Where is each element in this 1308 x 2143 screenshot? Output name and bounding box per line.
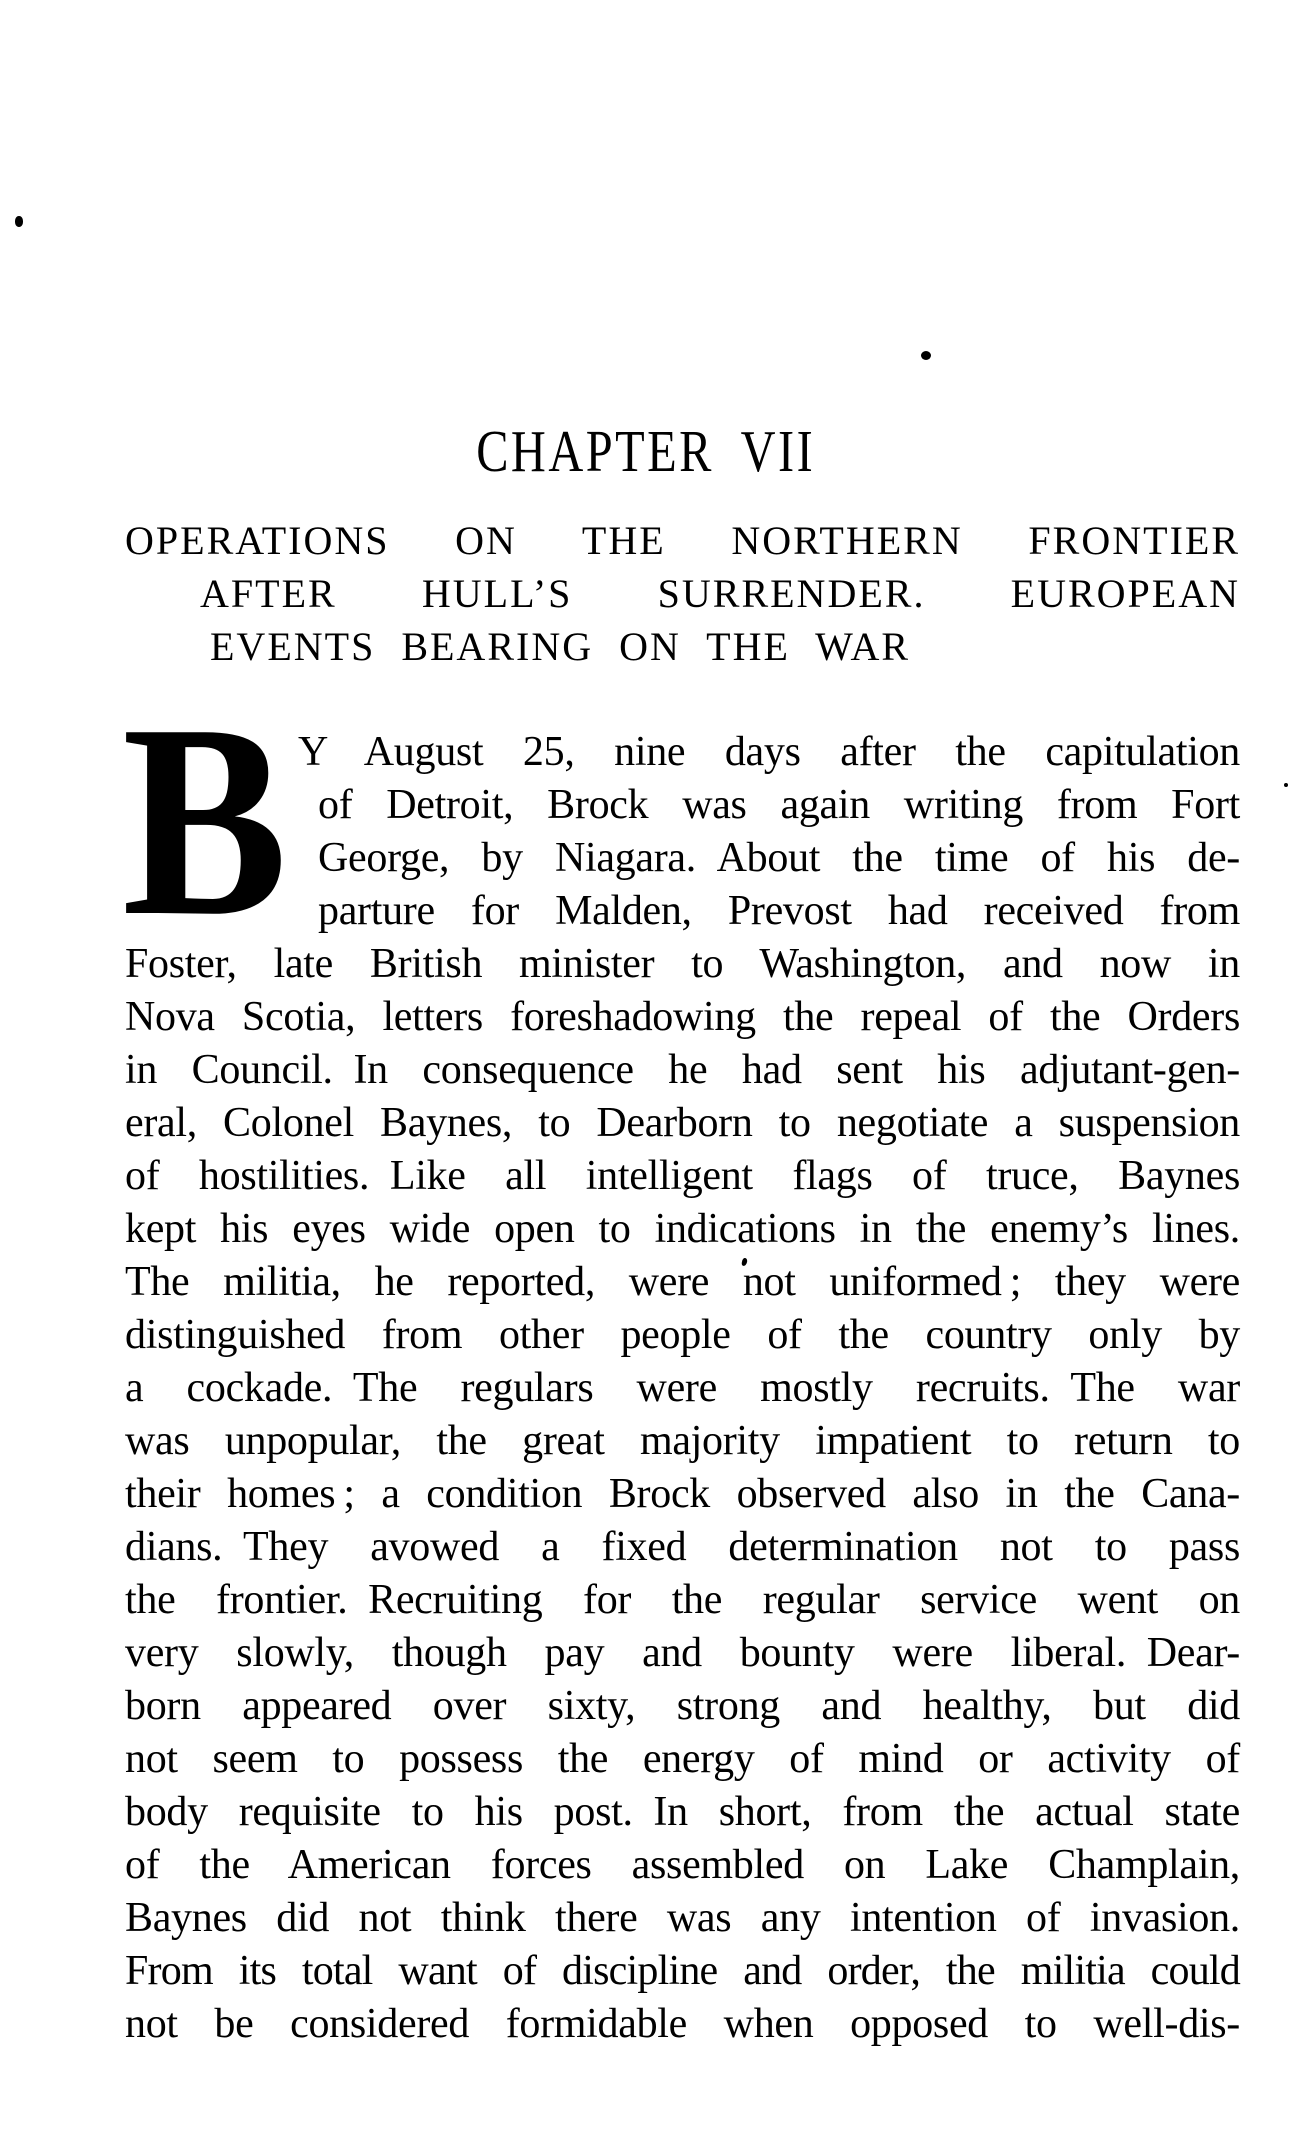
- chapter-heading: [125, 418, 1240, 484]
- body-line: Foster, late British minister to Washington, and now in: [125, 941, 1240, 987]
- body-line: Baynes did not think there was any intention of invasion.: [125, 1895, 1240, 1941]
- subtitle-line: AFTER HULL’S SURRENDER. EUROPEAN: [200, 571, 1240, 616]
- body-line: eral, Colonel Baynes, to Dearborn to negotiate a suspension: [125, 1100, 1240, 1146]
- body-line: very slowly, though pay and bounty were liberal. Dear-: [125, 1630, 1240, 1676]
- body-line: not be considered formidable when opposed to well-dis-: [125, 2001, 1240, 2047]
- body-line: From its total want of discipline and order, the militia could: [125, 1948, 1240, 1994]
- body-line: The militia, he reported, were not uniformed ; they were: [125, 1259, 1240, 1305]
- chapter-subtitle: [125, 514, 1240, 673]
- subtitle-line: EVENTS BEARING ON THE WAR: [210, 624, 911, 669]
- body-line: of hostilities. Like all intelligent flags of truce, Baynes: [125, 1153, 1240, 1199]
- body-line: Y August 25, nine days after the capitulation: [298, 729, 1240, 775]
- body-line: in Council. In consequence he had sent his adjutant-gen-: [125, 1047, 1240, 1093]
- body-line: distinguished from other people of the country only by: [125, 1312, 1240, 1358]
- drop-cap-container: [122, 667, 318, 973]
- drop-cap-letter: B: [122, 667, 288, 973]
- ink-speck: [15, 216, 23, 227]
- body-line: of the American forces assembled on Lake Champlain,: [125, 1842, 1240, 1888]
- chapter-heading-text: CHAPTER VII: [476, 418, 815, 484]
- body-line: George, by Niagara. About the time of his de-: [318, 835, 1240, 881]
- subtitle-line: OPERATIONS ON THE NORTHERN FRONTIER: [125, 518, 1240, 563]
- body-line: parture for Malden, Prevost had received from: [318, 888, 1240, 934]
- body-line: a cockade. The regulars were mostly recruits. The war: [125, 1365, 1240, 1411]
- body-line: the frontier. Recruiting for the regular service went on: [125, 1577, 1240, 1623]
- ink-speck: [1284, 783, 1288, 787]
- body-line: dians. They avowed a fixed determination not to pass: [125, 1524, 1240, 1570]
- body-line: of Detroit, Brock was again writing from Fort: [318, 782, 1240, 828]
- body-line: was unpopular, the great majority impatient to return to: [125, 1418, 1240, 1464]
- body-line: body requisite to his post. In short, from the actual state: [125, 1789, 1240, 1835]
- body-line: kept his eyes wide open to indications in the enemy’s lines.: [125, 1206, 1240, 1252]
- text-column: [122, 0, 1240, 2051]
- body-line: born appeared over sixty, strong and healthy, but did: [125, 1683, 1240, 1729]
- body-line: not seem to possess the energy of mind or activity of: [125, 1736, 1240, 1782]
- paragraph: [122, 667, 1240, 2051]
- body-line: Nova Scotia, letters foreshadowing the repeal of the Orders: [125, 994, 1240, 1040]
- body-line: their homes ; a condition Brock observed also in the Cana-: [125, 1471, 1240, 1517]
